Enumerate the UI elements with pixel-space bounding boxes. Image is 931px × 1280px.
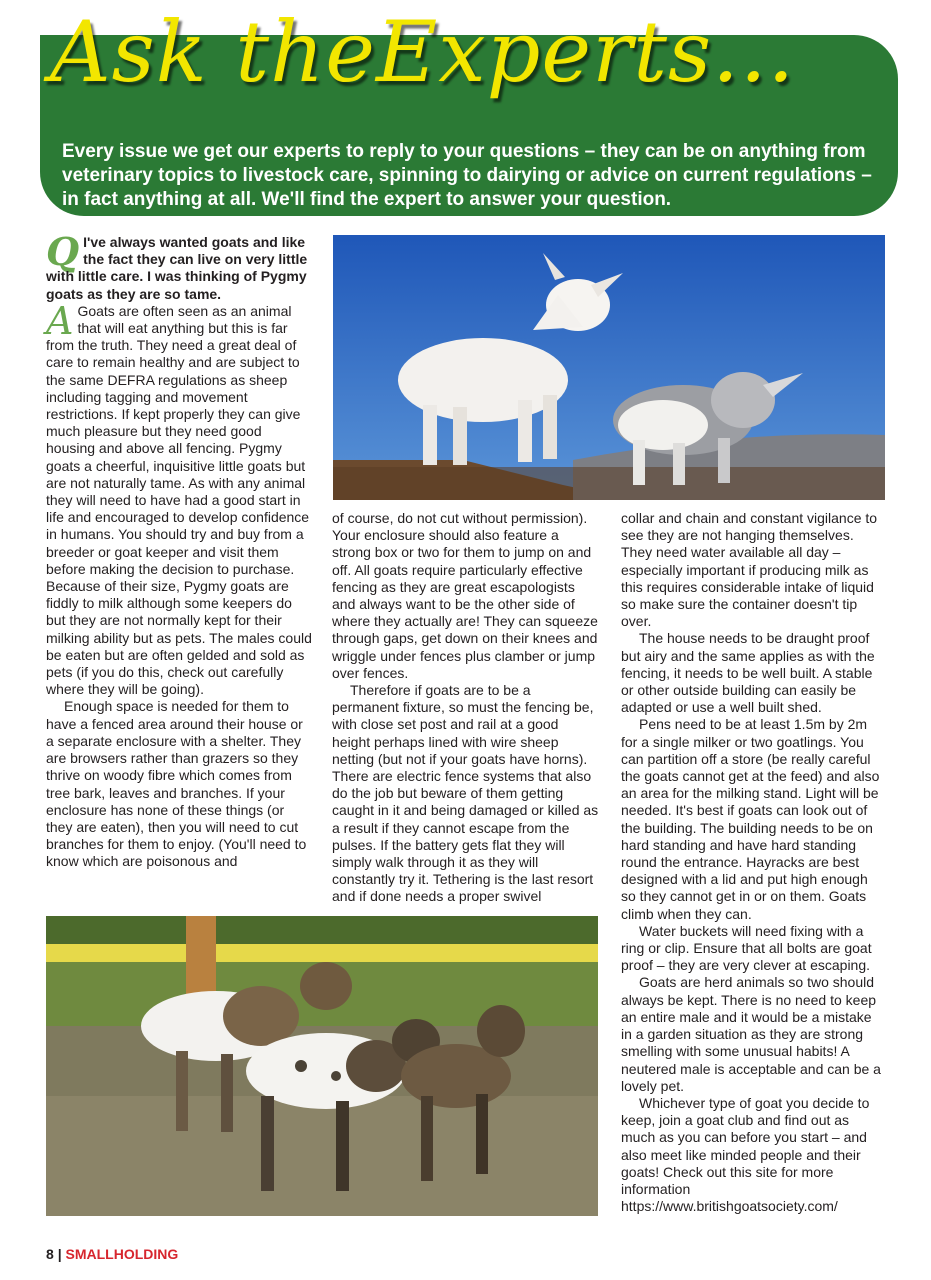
paragraph: Therefore if goats are to be a permanent fixture, so must the fencing be, with close set post and rail at a good height perhaps lined with wire sheep netting (but not if your goats have horns). There are electric fence systems that also do the job but beware of them getting caught in it and being damaged or killed as a result if they cannot escape from the pulses. If the battery gets flat they will simply walk through it as they will constantly try it. Tethering is the last resort and if done needs a proper swivel <box>332 682 599 905</box>
article-column-2 <box>332 510 600 906</box>
paragraph: Whichever type of goat you decide to keep, join a goat club and find out as much as you can before you start – and also meet like minded people and their goats! Check out this site for more information https://www.britishgoatsociety.com/ <box>621 1094 870 1215</box>
goat-kids-photo <box>333 235 885 500</box>
intro-text: Every issue we get our experts to reply to your questions – they can be on anything from veterinary topics to livestock care, spinning to dairying or advice on current regulations – in fact anything at all. We'll find the expert to answer your question. <box>62 141 872 210</box>
paragraph: Pens need to be at least 1.5m by 2m for a single milker or two goatlings. You can partition off a store (be really careful the goats cannot get at the feed) and also an area for the milking stand. Light will be needed. It's best if goats can look out of the building. The building needs to be on hard standing and have hard standing round the entrance. Hayracks are best designed with a lid and put high enough so they cannot get in or on them. Goats climb when they can. <box>621 716 880 922</box>
question-dropcap: Q <box>46 229 80 274</box>
paragraph: Goats are herd animals so two should always be kept. There is no need to keep an entire male and it would be a mistake in a garden situation as they are strong smelling with some unusual habits! A neutered male is acceptable and can be a lovely pet. <box>621 974 881 1094</box>
article-column-3 <box>621 510 886 1215</box>
page-number: 8 <box>46 1246 54 1262</box>
footer-separator: | <box>57 1246 62 1262</box>
paragraph: The house needs to be draught proof but airy and the same applies as with the fencing, it needs to be well built. A stable or other outside building can easily be adapted or use a well built shed. <box>621 630 875 716</box>
goat-kids-image <box>333 235 885 500</box>
magazine-name: SMALLHOLDING <box>65 1246 179 1262</box>
answer-text: Goats are often seen as an animal that will eat anything but this is far from the truth. They need a great deal of care to remain healthy and are subject to the same DEFRA regulations as sheep including tagging and movement restrictions. If kept properly they can give much pleasure but they need good housing and above all fencing. Pygmy goats a cheerful, inquisitive little goats but are not naturally tame. As with any animal they will need to have had a good start in life and encouraged to develop confidence in humans. You should try and buy from a breeder or goat keeper and visit them before making the decision to purchase. Because of their size, Pygmy goats are fiddly to milk although some keepers do but they are not normally kept for their milking ability but as pets. The males could be eaten but are often gelded and sold as pets (if you do this, check out carefully where they will be going). <box>46 302 312 698</box>
paragraph: of course, do not cut without permission). Your enclosure should also feature a strong box or two for them to jump on and off. All goats require particularly effective fencing as they are great escapologists and always want to be the other side of where they actually are! They can squeeze through gaps, get down on their knees and wriggle under fences plus clamber or jump over fences. <box>332 510 598 681</box>
pygmy-goats-image <box>46 916 598 1216</box>
answer-paragraph <box>46 298 314 699</box>
question <box>46 229 314 303</box>
paragraph: Water buckets will need fixing with a ring or clip. Ensure that all bolts are goat proof – they are very clever at escaping. <box>621 922 872 974</box>
page-title: Ask theExperts... <box>50 3 796 101</box>
paragraph: Enough space is needed for them to have a fenced area around their house or a separate enclosure with a shelter. They are browsers rather than grazers so they thrive on woody fibre which comes from tree bark, leaves and branches. If your enclosure has none of these things (or they are eaten), then you will need to cut branches for them to enjoy. (You'll need to know which are poisonous and <box>46 698 307 870</box>
answer-dropcap: A <box>46 298 74 343</box>
question-text: I've always wanted goats and like the fact they can live on very little with little care. I was thinking of Pygmy goats as they are so tame. <box>46 234 308 302</box>
paragraph: collar and chain and constant vigilance to see they are not hanging themselves. They need water available all day – especially important if producing milk as this requires considerable intake of liquid so make sure the container doesn't tip over. <box>621 510 878 630</box>
pygmy-goats-photo <box>46 916 598 1216</box>
page-footer <box>46 1246 178 1262</box>
article-column-1 <box>46 229 314 871</box>
